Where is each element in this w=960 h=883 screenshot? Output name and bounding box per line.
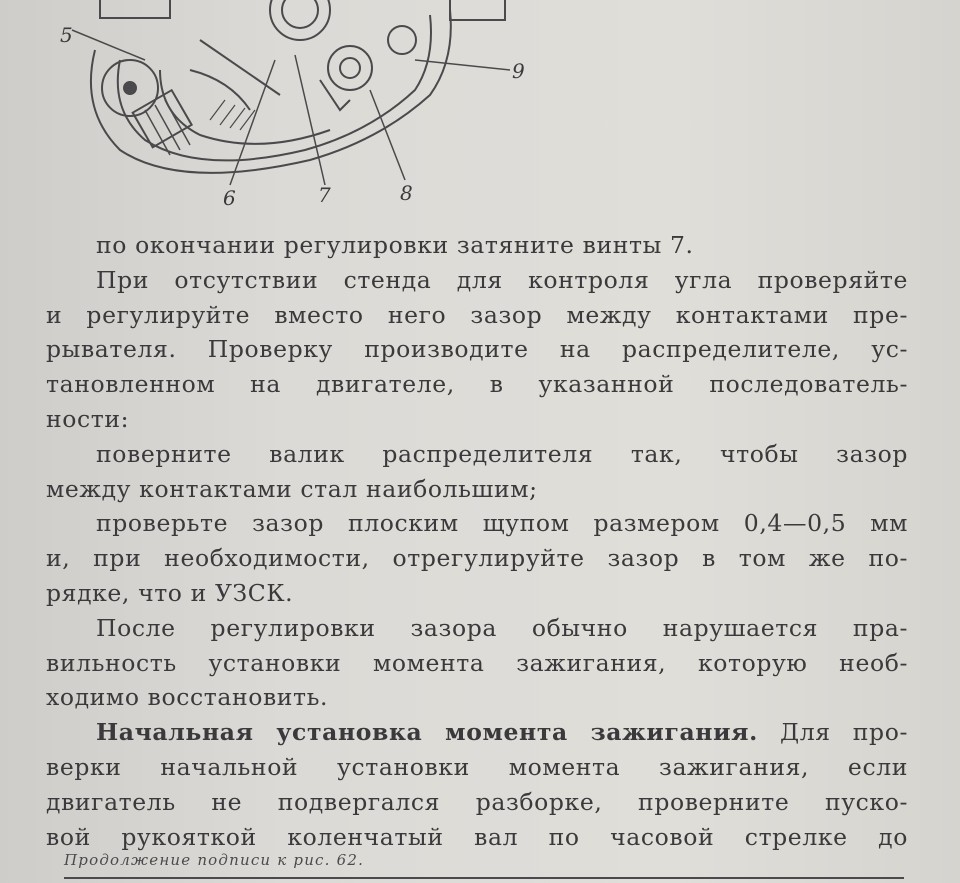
paragraph-line: вильность установки момента зажигания, которую необ-: [46, 648, 908, 677]
paragraph-line: рядке, что и УЗСК.: [46, 578, 294, 607]
paragraph-line: При отсутствии стенда для контроля угла проверяйте: [96, 265, 908, 294]
paragraph-line: и регулируйте вместо него зазор между контактами пре-: [46, 300, 908, 329]
distributor-drawing: [50, 0, 570, 215]
figure-label-6: 6: [223, 186, 236, 210]
paragraph-line: рывателя. Проверку производите на распределителе, ус-: [46, 335, 908, 364]
section-heading: Начальная установка момента зажигания.: [96, 718, 758, 747]
paragraph-line: проверьте зазор плоским щупом размером 0,4—0,5 мм: [96, 509, 908, 538]
paragraph-line: вой рукояткой коленчатый вал по часовой стрелке до: [46, 822, 908, 851]
figure-label-5: 5: [60, 23, 73, 47]
paragraph-line: по окончании регулировки затяните винты 7.: [96, 231, 694, 259]
paragraph-line: и, при необходимости, отрегулируйте зазор в том же по-: [46, 544, 908, 573]
main-text: [46, 228, 908, 854]
paragraph-line: верки начальной установки момента зажигания, если: [46, 752, 908, 781]
figure-label-7: 7: [318, 183, 331, 207]
figure-label-9: 9: [512, 59, 525, 83]
footer-rule: [64, 877, 904, 879]
paragraph-line: между контактами стал наибольшим;: [46, 474, 538, 503]
paragraph-line: поверните валик распределителя так, чтобы зазор: [96, 439, 908, 468]
paragraph-line: После регулировки зазора обычно нарушается пра-: [96, 613, 908, 642]
paragraph-line: ходимо восстановить.: [46, 683, 329, 712]
figure-label-8: 8: [400, 181, 413, 205]
paragraph-text: Для про-: [780, 718, 908, 747]
paragraph-line: тановленном на двигателе, в указанной последователь-: [46, 370, 908, 399]
figure-caption-continuation: Продолжение подписи к рис. 62.: [64, 851, 365, 869]
paragraph-line: ности:: [46, 404, 130, 433]
paragraph-line: [46, 715, 908, 750]
paragraph-line: двигатель не подвергался разборке, проверните пуско-: [46, 787, 908, 816]
